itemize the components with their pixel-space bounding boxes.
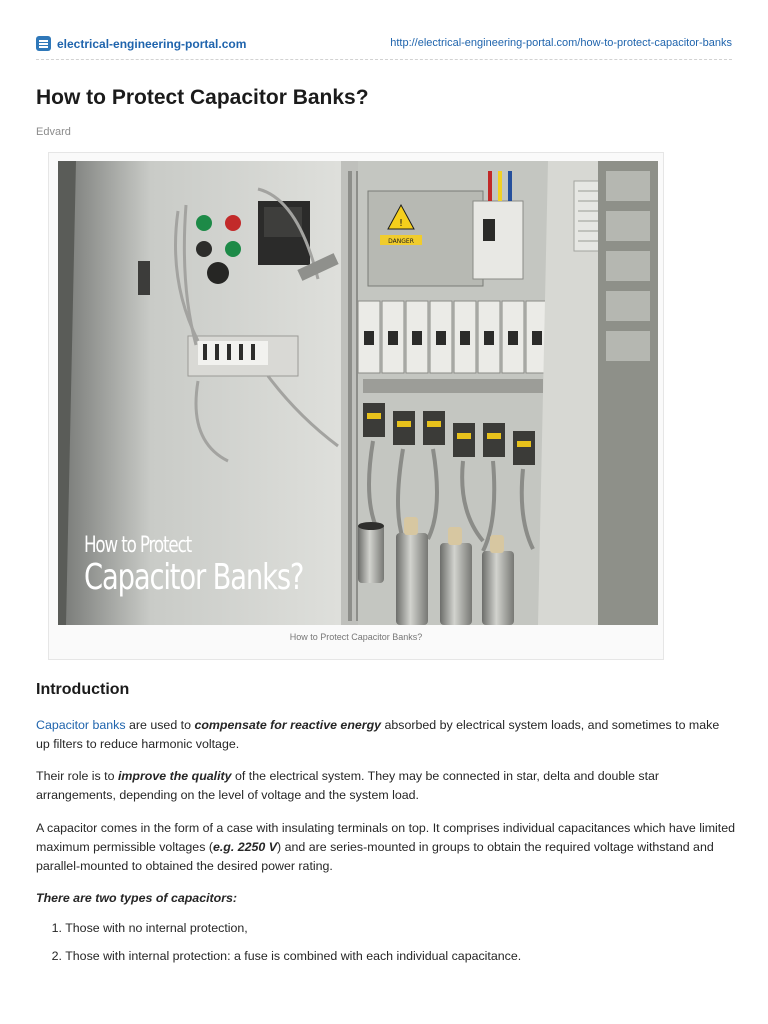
section-heading: Introduction xyxy=(36,681,130,698)
emphasis-text: e.g. 2250 V xyxy=(212,840,278,854)
site-brand[interactable] xyxy=(36,36,246,51)
list-text: Those with no internal protection, xyxy=(65,921,248,935)
photo-overlay-line1: How to Protect xyxy=(84,533,192,558)
capacitor-banks-link[interactable]: Capacitor banks xyxy=(36,718,126,732)
author-name: Edvard xyxy=(36,126,71,138)
top-bar xyxy=(36,36,732,52)
paragraph-2 xyxy=(36,767,736,805)
danger-sign-label: DANGER xyxy=(388,238,414,245)
paragraph-text: ) and are series-mounted in groups to obtain the required voltage withstand and parallel-mounted to obtained the desired power rating. xyxy=(36,840,714,873)
emphasis-text: compensate for reactive energy xyxy=(194,718,382,732)
article-url-link[interactable]: http://electrical-engineering-portal.com/how-to-protect-capacitor-banks xyxy=(390,37,732,49)
paragraph-text: absorbed by electrical system loads, and sometimes to make up filters to reduce harmonic voltage. xyxy=(36,718,720,751)
paragraph-text: Their role is to xyxy=(36,769,118,783)
list-number: 1. xyxy=(51,921,62,935)
types-heading: There are two types of capacitors: xyxy=(36,891,238,905)
document-icon xyxy=(36,36,51,51)
header-divider xyxy=(36,59,732,60)
list-item xyxy=(36,921,736,940)
list-item xyxy=(36,949,736,968)
paragraph-1 xyxy=(36,716,736,754)
article-figure xyxy=(48,152,664,660)
svg-text:!: ! xyxy=(398,218,404,229)
paragraph-text: of the electrical system. They may be connected in star, delta and double star arrangements, depending on the level of voltage and the system load. xyxy=(36,769,660,802)
figure-caption: How to Protect Capacitor Banks? xyxy=(289,632,423,642)
list-text: Those with internal protection: a fuse is combined with each individual capacitance. xyxy=(65,949,522,963)
capacitor-types-list xyxy=(36,921,736,977)
paragraph-text: A capacitor comes in the form of a case with insulating terminals on top. It comprises individual capacitances which have limited maximum permissible voltages ( xyxy=(36,821,736,854)
photo-overlay-line2: Capacitor Banks? xyxy=(84,557,304,598)
list-number: 2. xyxy=(51,949,62,963)
paragraph-text: are used to xyxy=(125,718,195,732)
paragraph-3 xyxy=(36,819,736,876)
site-name[interactable]: electrical-engineering-portal.com xyxy=(57,36,247,51)
emphasis-text: improve the quality xyxy=(117,769,232,783)
article-title: How to Protect Capacitor Banks? xyxy=(36,86,369,109)
